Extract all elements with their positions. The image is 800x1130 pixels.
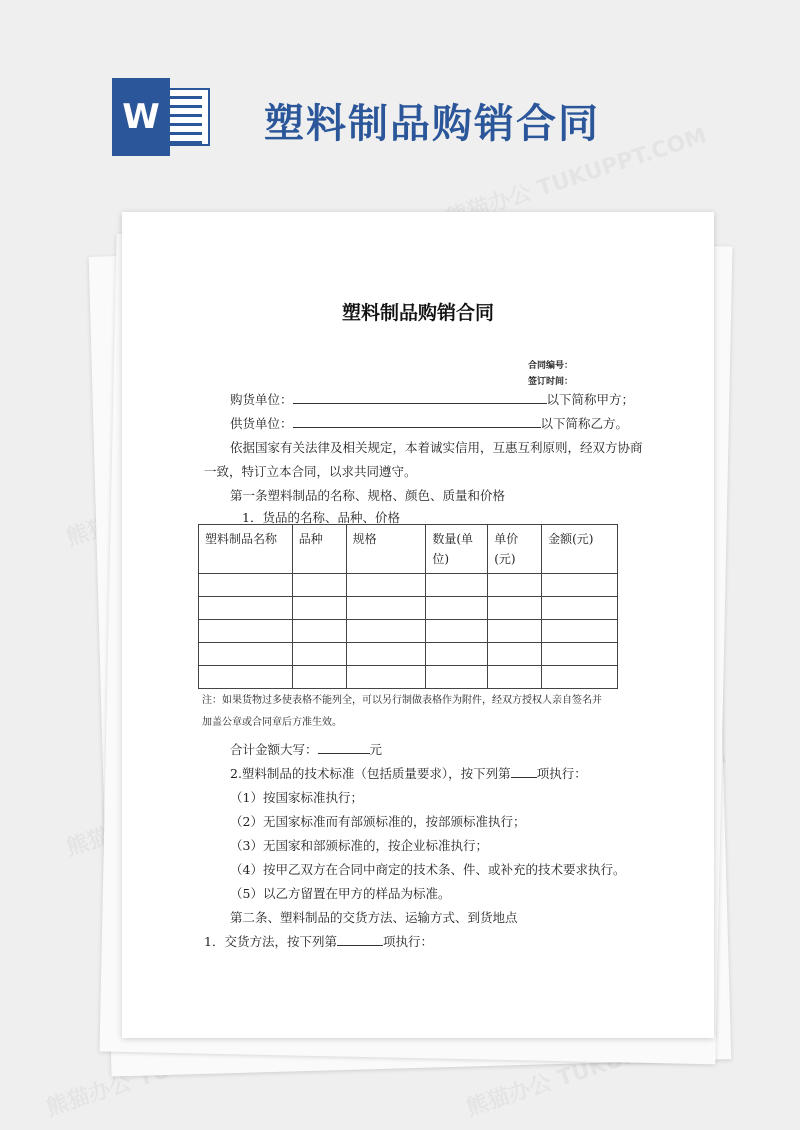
standard-item: （1）按国家标准执行；: [230, 790, 363, 805]
table-body: [199, 574, 618, 689]
table-cell: [542, 620, 618, 643]
table-row: [199, 643, 618, 666]
table-cell: [292, 643, 346, 666]
table-header-row: [199, 525, 618, 574]
table-row: [199, 620, 618, 643]
table-cell: [542, 666, 618, 689]
header: [112, 78, 752, 158]
article-2-heading: 第二条、塑料制品的交货方法、运输方式、到货地点: [230, 910, 518, 925]
paragraph-line: 一致，特订立本合同，以求共同遵守。: [204, 464, 417, 479]
table-cell: [346, 620, 426, 643]
standard-item: （5）以乙方留置在甲方的样品为标准。: [230, 886, 451, 901]
table-cell: [346, 643, 426, 666]
table-cell: [426, 574, 488, 597]
header-title: 塑料制品购销合同: [264, 101, 600, 147]
table-note: 注：如果货物过多使表格不能列全，可以另行制做表格作为附件，经双方授权人亲自签名并 加盖公章或合同章后方准生效。: [202, 695, 602, 728]
table-cell: [292, 574, 346, 597]
seller-blank: [293, 415, 541, 428]
seller-line: 供货单位： 以下简称乙方。: [230, 416, 629, 431]
column-header: 金额(元): [542, 525, 618, 574]
table-cell: [292, 597, 346, 620]
document-title: 塑料制品购销合同: [341, 302, 494, 324]
table-cell: [346, 597, 426, 620]
table-cell: [199, 574, 293, 597]
sign-time-label: 签订时间：: [528, 377, 574, 387]
column-header: 数量(单位): [426, 525, 488, 574]
table-cell: [199, 666, 293, 689]
total-amount-blank: [318, 741, 370, 754]
column-header: 塑料制品名称: [199, 525, 293, 574]
paragraph-line: 依据国家有关法律及相关规定，本着诚实信用，互惠互利原则，经双方协商: [230, 440, 643, 455]
table-cell: [292, 666, 346, 689]
table-cell: [346, 574, 426, 597]
table-cell: [426, 666, 488, 689]
table-cell: [199, 597, 293, 620]
standard-item: （3）无国家和部颁标准的，按企业标准执行；: [230, 838, 488, 853]
table-cell: [199, 643, 293, 666]
delivery-method-line: 1．交货方法，按下列第 项执行：: [204, 934, 433, 949]
table-cell: [542, 597, 618, 620]
buyer-line: 购货单位： 以下简称甲方；: [230, 392, 635, 407]
column-header: 规格: [346, 525, 426, 574]
table-cell: [488, 643, 542, 666]
article-1-heading: 第一条塑料制品的名称、规格、颜色、质量和价格: [230, 488, 506, 503]
document-page: [122, 212, 714, 1038]
item-2-heading: 2.塑料制品的技术标准（包括质量要求），按下列第 项执行：: [230, 766, 587, 781]
word-logo-letter: W: [112, 78, 170, 156]
column-header: 品种: [292, 525, 346, 574]
table-row: [199, 597, 618, 620]
table-cell: [488, 574, 542, 597]
column-header: 单价(元): [488, 525, 542, 574]
table-cell: [426, 620, 488, 643]
buyer-blank: [293, 391, 547, 404]
standard-item: （4）按甲乙双方在合同中商定的技术条、件、或补充的技术要求执行。: [230, 862, 626, 877]
item-2-blank: [511, 765, 537, 778]
table-cell: [426, 643, 488, 666]
table-cell: [542, 574, 618, 597]
table-cell: [542, 643, 618, 666]
table-cell: [488, 666, 542, 689]
table-cell: [199, 620, 293, 643]
table-cell: [488, 597, 542, 620]
table-row: [199, 666, 618, 689]
table-row: [199, 574, 618, 597]
delivery-method-blank: [337, 933, 383, 946]
word-logo-icon: [112, 78, 210, 156]
goods-table: [198, 524, 618, 689]
table-cell: [292, 620, 346, 643]
table-cell: [426, 597, 488, 620]
total-amount-line: 合计金额大写： 元: [230, 742, 383, 757]
table-cell: [488, 620, 542, 643]
item-1-heading: 1．货品的名称、品种、价格: [242, 510, 400, 525]
standard-item: （2）无国家标准而有部颁标准的，按部颁标准执行；: [230, 814, 526, 829]
contract-number-label: 合同编号：: [528, 361, 574, 371]
table-cell: [346, 666, 426, 689]
